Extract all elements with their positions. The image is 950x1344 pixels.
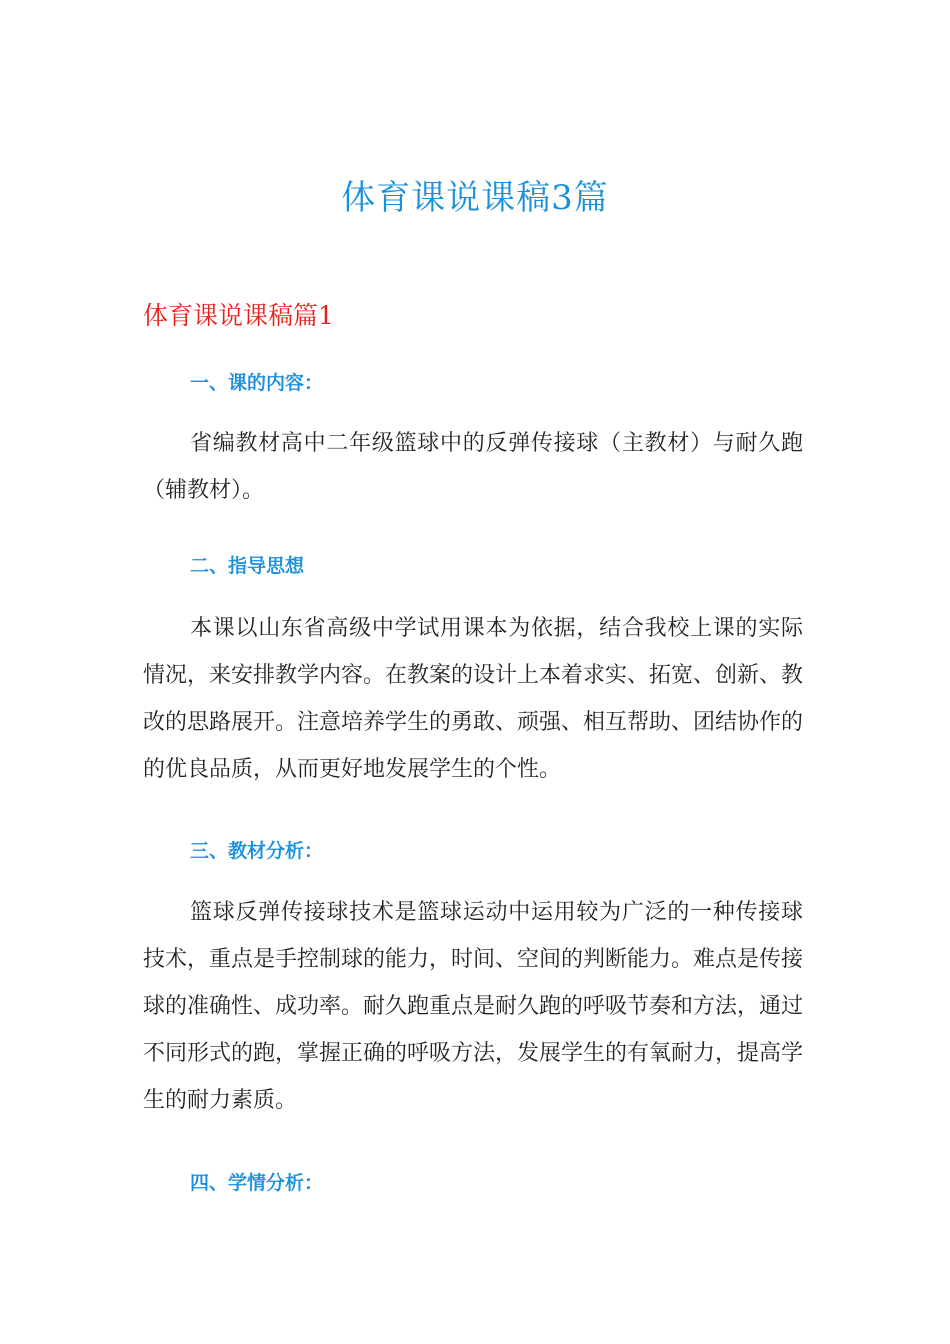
- section-heading-1: 一、课的内容：: [190, 372, 324, 394]
- section-body-1: 省编教材高中二年级篮球中的反弹传接球（主教材）与耐久跑（辅教材）。: [143, 431, 803, 503]
- section-body-3: 篮球反弹传接球技术是篮球运动中运用较为广泛的一种传接球技术，重点是手控制球的能力，时间、空间的判断能力。难点是传接球的准确性、成功率。耐久跑重点是耐久跑的呼吸节奏和方法，通过不同形式的跑，掌握正确的呼吸方法，发展学生的有氧耐力，提高学生的耐力素质。: [143, 900, 804, 1113]
- section-heading-2: 二、指导思想: [190, 555, 305, 577]
- section-heading-3: 三、教材分析：: [190, 840, 324, 862]
- section-heading-4: 四、学情分析：: [190, 1172, 324, 1194]
- document-title: 体育课说课稿3篇: [341, 178, 609, 218]
- section-body-2: 本课以山东省高级中学试用课本为依据，结合我校上课的实际情况，来安排教学内容。在教案的设计上本着求实、拓宽、创新、教改的思路展开。注意培养学生的勇敢、顽强、相互帮助、团结协作的的优良品质，从而更好地发展学生的个性。: [143, 616, 804, 782]
- part-title: 体育课说课稿篇1: [143, 301, 334, 330]
